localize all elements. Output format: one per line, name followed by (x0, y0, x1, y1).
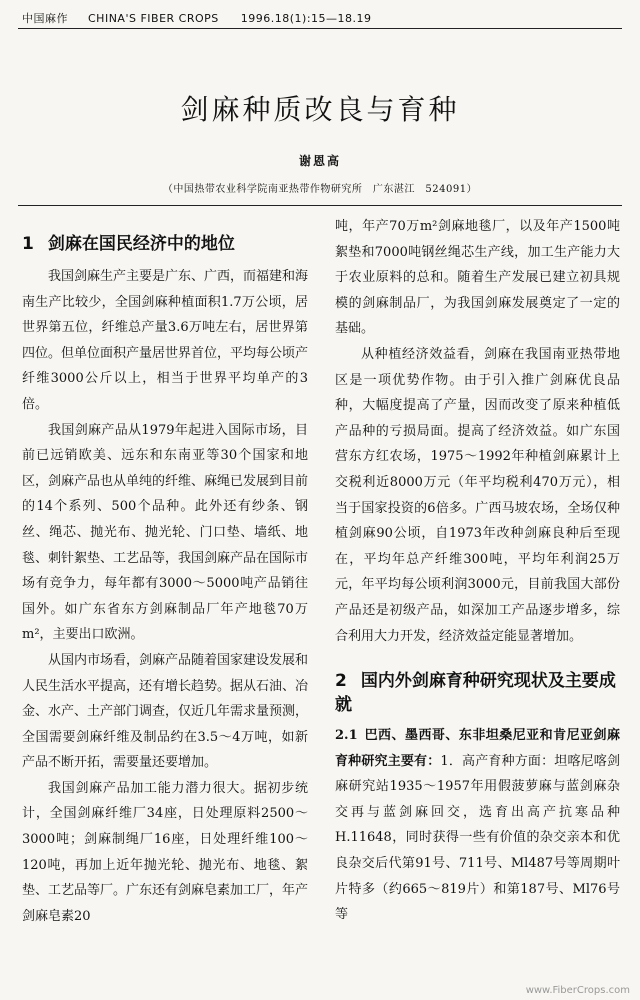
right-column (335, 214, 620, 928)
subsection-2-1-number: 2.1 (335, 728, 358, 744)
section-1-paragraph: 我国剑麻生产主要是广东、广西，而福建和海南生产比较少，全国剑麻种植面积1.7万公顷，居世界第五位，纤维总产量3.6万吨左右，居世界第四位。但单位面积产量居世界首位，平均每公顷产纤维3000公斤以上，相当于世界平均单产的3倍。 (22, 269, 309, 412)
section-1-paragraph: 我国剑麻产品从1979年起进入国际市场，目前已远销欧美、远东和东南亚等30个国家和地区，剑麻产品也从单纯的纤维、麻绳已发展到目前的14个系列、500个品种。此外还有纱条、钢丝、绳芯、抛光布、抛光轮、门口垫、墙纸、地毯、刺针絮垫、工艺品等，我国剑麻产品在国际市场有竞争力，每年都有3000～5000吨产品销往国外。如广东省东方剑麻制品厂年产地毯70万m²，主要出口欧洲。 (22, 422, 309, 643)
journal-name-cn: 中国麻作 (22, 12, 68, 25)
section-1-number: 1 (22, 234, 34, 254)
section-1-title: 剑麻在国民经济中的地位 (47, 234, 235, 254)
subsection-2-1-heading: 巴西、墨西哥、东非坦桑尼亚和肯尼亚剑麻育种研究主要有： (335, 728, 620, 769)
section-2-heading (335, 669, 620, 717)
section-1-paragraph: 我国剑麻产品加工能力潜力很大。据初步统计，全国剑麻纤维厂34座，日处理原料2500～3000吨；剑麻制绳厂16座，日处理纤维100～120吨，再加上近年抛光轮、抛光布、地毯、絮垫、工艺品等厂。广东还有剑麻皂素加工厂，年产剑麻皂素20 (22, 780, 309, 924)
section-1-heading (22, 232, 308, 256)
subsection-2-1-text: 1．高产育种方面：坦喀尼喀剑麻研究站1935～1957年用假菠萝麻与蓝剑麻杂交再与蓝剑麻回交，选育出高产抗寒品种H.11648，同时获得一些有价值的杂交亲本和优良杂交后代第91号、711号、Ml487号等周期叶片特多（约665～819片）和第187号、Ml76号等 (335, 753, 620, 923)
header-rule (18, 28, 622, 29)
author-affiliation: （中国热带农业科学院南亚热带作物研究所 广东湛江 524091） (162, 184, 478, 195)
affiliation-rule (18, 205, 622, 206)
section-2-number: 2 (335, 671, 347, 692)
section-2-title: 国内外剑麻育种研究现状及主要成就 (335, 671, 616, 716)
journal-name-en: CHINA'S FIBER CROPS (88, 12, 219, 25)
site-watermark: www.FiberCrops.com (525, 985, 630, 996)
journal-header (22, 10, 622, 26)
section-1-continuation: 吨，年产70万m²剑麻地毯厂，以及年产1500吨絮垫和7000吨钢丝绳芯生产线，加工生产能力大于农业原料的总和。随着生产发展已建立初具规模的剑麻制品厂，为我国剑麻发展奠定了一定的基础。 (335, 219, 620, 337)
subsection-2-1 (335, 723, 620, 928)
journal-citation: 1996.18(1):15—18.19 (240, 12, 372, 25)
paper-author: 谢恩高 (298, 154, 341, 168)
section-1-paragraph: 从国内市场看，剑麻产品随着国家建设发展和人民生活水平提高，还有增长趋势。据从石油、冶金、水产、土产部门调查，仅近几年需求量预测，全国需要剑麻纤维及制品约在3.5～4万吨，如新产品不断开拓，需要量还要增加。 (22, 652, 309, 771)
left-column (22, 214, 308, 929)
section-1-paragraph: 从种植经济效益看，剑麻在我国南亚热带地区是一项优势作物。由于引入推广剑麻优良品种，大幅度提高了产量，因而改变了原来种植低产品种的亏损局面。提高了经济效益。如广东国营东方红农场，1975～1992年种植剑麻累计上交税利近8000万元（年平均税利470万元），相当于国家投资的6倍多。广西马坡农场，全场仅种植剑麻90公顷，自1973年改种剑麻良种后至现在，平均年总产纤维300吨，平均年利润25万元，年平均每公顷利润3000元，目前我国大部份产品还是初级产品，如深加工产品逐步增多，综合利用大力开发，经济效益定能显著增加。 (335, 346, 620, 644)
paper-title: 剑麻种质改良与育种 (180, 93, 460, 126)
